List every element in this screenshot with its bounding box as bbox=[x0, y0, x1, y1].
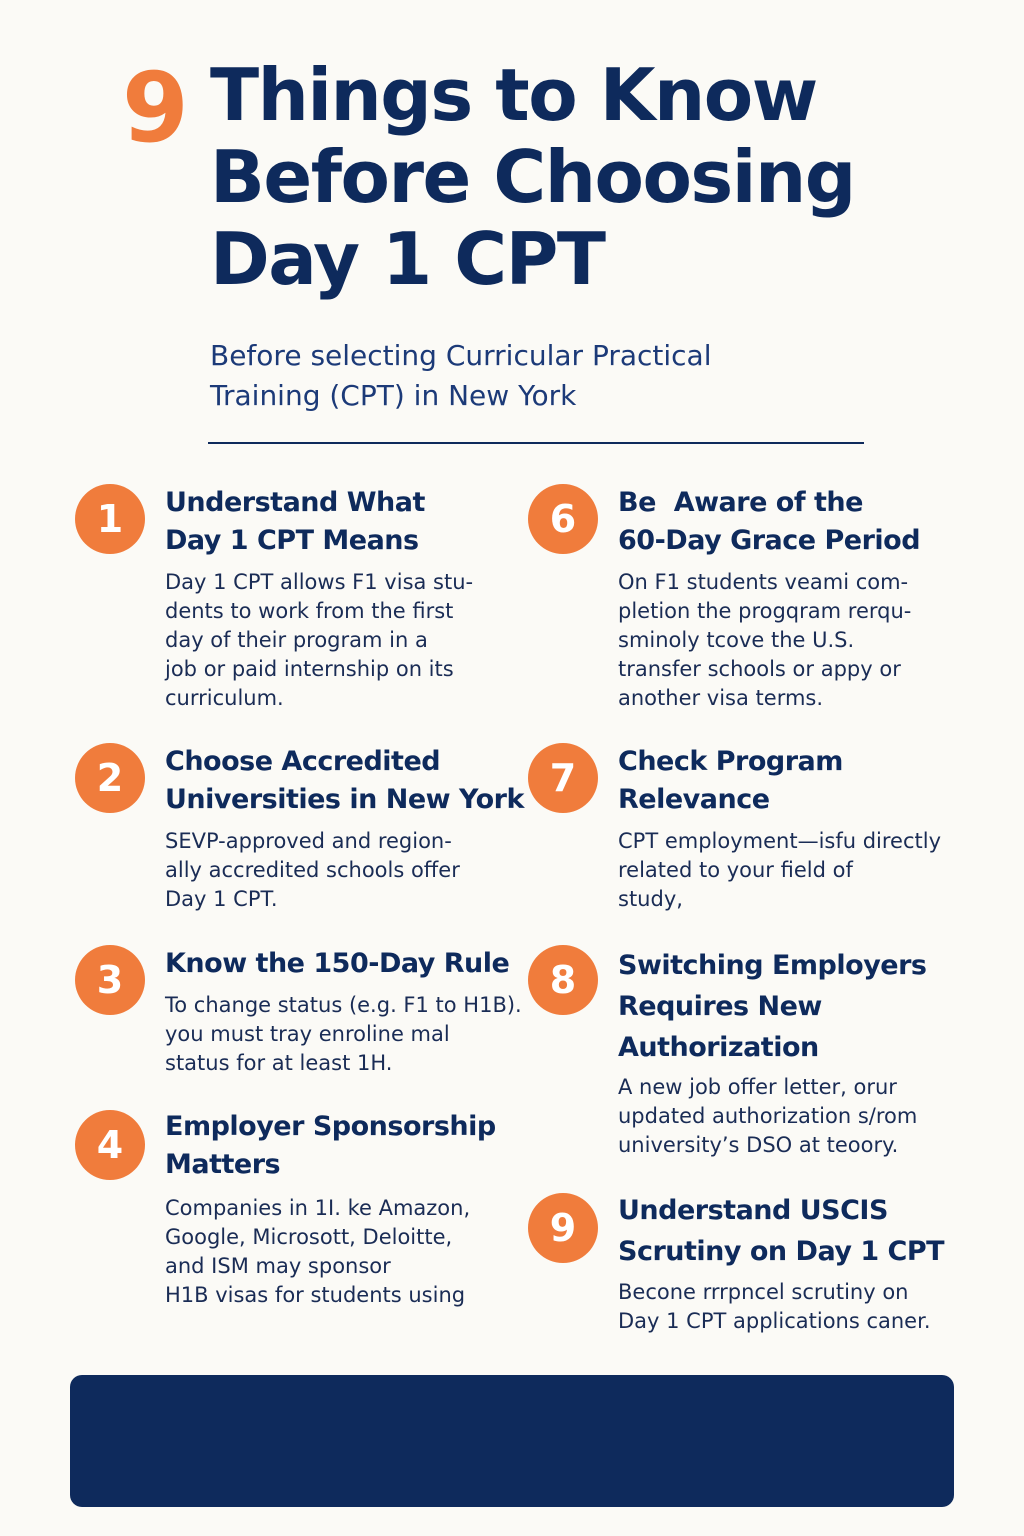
tip-body-line: and ISM may sponsor bbox=[165, 1254, 391, 1278]
tip-body-line: On F1 students veami com- bbox=[618, 570, 909, 594]
tip-title-line: Understand What bbox=[165, 487, 425, 518]
page-title bbox=[210, 54, 930, 300]
tip-body-line: Companies in 1I. ke Amazon, bbox=[165, 1196, 471, 1220]
tip-title-line: Employer Sponsorship bbox=[165, 1111, 496, 1142]
number-badge: 6 bbox=[528, 484, 598, 554]
tip-body-line: CPT employment—isfu directly bbox=[618, 829, 942, 853]
tip-body-line: day of their program in a bbox=[165, 628, 428, 652]
tip-body-line: Becone rrrpncel scrutiny on bbox=[618, 1280, 909, 1304]
headline-number: 9 bbox=[122, 52, 187, 164]
tip-title-line: Scrutiny on Day 1 CPT bbox=[618, 1236, 945, 1267]
tip-title bbox=[618, 484, 998, 560]
tip-title-line: Check Program bbox=[618, 746, 843, 777]
tip-body-line: H1B visas for students using bbox=[165, 1283, 466, 1307]
number-badge: 2 bbox=[75, 743, 145, 813]
tip-body-line: Day 1 CPT allows F1 visa stu- bbox=[165, 570, 474, 594]
number-badge: 8 bbox=[528, 945, 598, 1015]
tip-item-3 bbox=[75, 945, 522, 1085]
number-badge: 7 bbox=[528, 743, 598, 813]
tip-body bbox=[165, 827, 545, 914]
tip-title bbox=[618, 1190, 998, 1272]
tip-body bbox=[165, 568, 545, 713]
tip-body bbox=[618, 568, 998, 713]
tip-body-line: A new job offer letter, orur bbox=[618, 1075, 897, 1099]
tip-title bbox=[165, 743, 545, 819]
tip-title-line: Switching Employers bbox=[618, 950, 927, 981]
subtitle bbox=[210, 336, 850, 416]
subtitle-line: Training (CPT) in New York bbox=[210, 379, 577, 412]
tip-item-1 bbox=[75, 484, 475, 724]
tip-item-8 bbox=[528, 945, 928, 1165]
title-line: Day 1 CPT bbox=[210, 217, 605, 301]
tip-body-line: pletion the progqram rerqu- bbox=[618, 599, 912, 623]
tip-title-line: Understand USCIS bbox=[618, 1195, 888, 1226]
tip-body bbox=[618, 827, 998, 914]
tip-body bbox=[165, 1194, 545, 1310]
tip-body-line: SEVP-approved and region- bbox=[165, 829, 452, 853]
tip-body-line: job or paid internship on its bbox=[165, 657, 454, 681]
tip-title-line: Day 1 CPT Means bbox=[165, 525, 419, 556]
tip-body-line: sminoly tcove the U.S. bbox=[618, 628, 855, 652]
title-line: Things to Know bbox=[210, 53, 817, 137]
tip-title-line: Choose Accredited bbox=[165, 746, 441, 777]
tip-body-line: dents to work from the first bbox=[165, 599, 454, 623]
number-badge: 1 bbox=[75, 484, 145, 554]
tip-body bbox=[618, 1073, 998, 1160]
tip-item-6 bbox=[528, 484, 928, 724]
tip-body-line: updated authorization s/rom bbox=[618, 1104, 918, 1128]
tip-body-line: status for at least 1H. bbox=[165, 1051, 393, 1075]
tip-title-line: Requires New bbox=[618, 991, 822, 1022]
header bbox=[0, 0, 1024, 460]
tip-title-line: 60-Day Grace Period bbox=[618, 525, 921, 556]
tip-title bbox=[165, 1108, 545, 1184]
title-line: Before Choosing bbox=[210, 135, 855, 219]
tip-body-line: you must tray enroline mal bbox=[165, 1022, 450, 1046]
tip-body-line: university’s DSO at teoory. bbox=[618, 1133, 899, 1157]
tip-title-line: Know the 150-Day Rule bbox=[165, 948, 510, 979]
tip-body-line: Day 1 CPT applications caner. bbox=[618, 1309, 931, 1333]
number-badge: 9 bbox=[528, 1193, 598, 1263]
tip-title-line: Be Aware of the bbox=[618, 487, 863, 518]
tip-body bbox=[618, 1278, 998, 1336]
footer-banner bbox=[70, 1375, 954, 1507]
divider bbox=[208, 442, 864, 444]
tip-body-line: ally accredited schools offer bbox=[165, 858, 460, 882]
number-badge: 4 bbox=[75, 1110, 145, 1180]
tip-title bbox=[165, 945, 545, 983]
tip-body bbox=[165, 991, 545, 1078]
tip-body-line: another visa terms. bbox=[618, 686, 824, 710]
tip-title-line: Authorization bbox=[618, 1032, 819, 1063]
tip-body-line: curriculum. bbox=[165, 686, 284, 710]
tip-body-line: study, bbox=[618, 887, 683, 911]
subtitle-line: Before selecting Curricular Practical bbox=[210, 339, 712, 372]
tip-title bbox=[618, 743, 998, 819]
tip-item-4 bbox=[75, 1108, 496, 1318]
tip-body-line: Day 1 CPT. bbox=[165, 887, 278, 911]
tip-body-line: Google, Microsott, Deloitte, bbox=[165, 1225, 453, 1249]
tip-body-line: related to your field of bbox=[618, 858, 853, 882]
tip-item-9 bbox=[528, 1190, 945, 1340]
tip-title bbox=[165, 484, 545, 560]
tip-body-line: To change status (e.g. F1 to H1B). bbox=[165, 993, 522, 1017]
tip-body-line: transfer schools or appy or bbox=[618, 657, 901, 681]
tip-title-line: Universities in New York bbox=[165, 784, 524, 815]
tip-title-line: Relevance bbox=[618, 784, 770, 815]
tip-title-line: Matters bbox=[165, 1149, 281, 1180]
tip-item-7 bbox=[528, 743, 942, 923]
tip-item-2 bbox=[75, 743, 524, 923]
tip-title bbox=[618, 945, 998, 1068]
number-badge: 3 bbox=[75, 945, 145, 1015]
